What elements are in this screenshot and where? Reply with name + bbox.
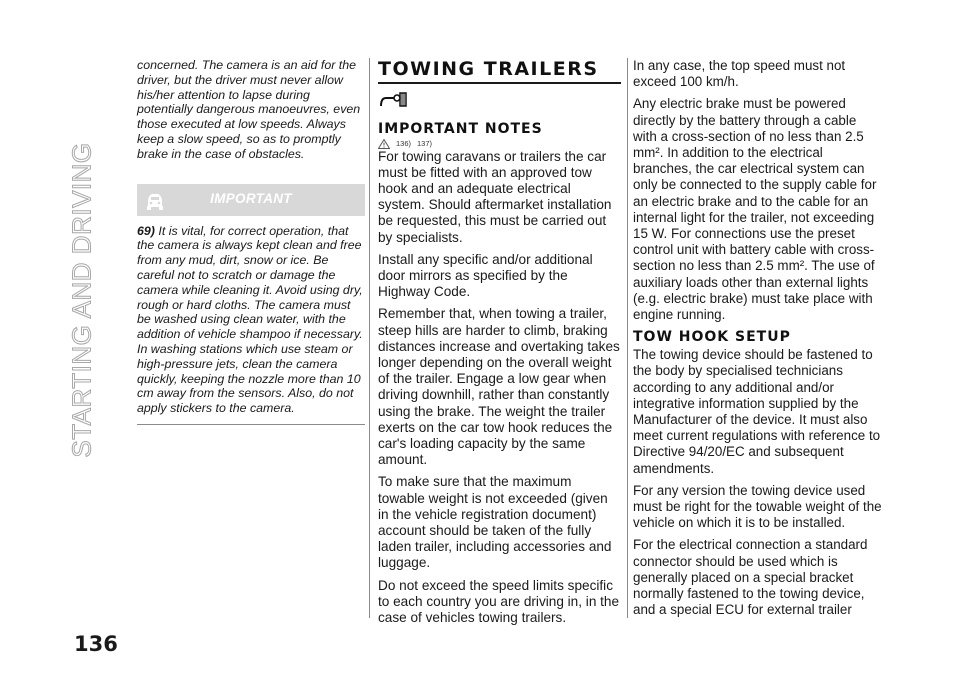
important-label: IMPORTANT (210, 190, 292, 206)
column-left (137, 58, 365, 425)
tow-hook-icon (378, 90, 408, 110)
page-number: 136 (74, 632, 118, 656)
subheading-tow-hook-setup: TOW HOOK SETUP (633, 329, 791, 346)
important-note (137, 224, 365, 416)
paragraph: For any version the towing device used must be right for the towable weight of the vehicle on which it is to be installed. (633, 482, 882, 531)
side-section-title: STARTING AND DRIVING (66, 142, 97, 458)
paragraph: Install any specific and/or additional door mirrors as specified by the Highway Code. (378, 251, 593, 300)
column-divider-left (369, 58, 370, 618)
intro-paragraph: concerned. The camera is an aid for the driver, but the driver must never allow his/her attention to lapse during potentially dangerous manoeuvres, even those executed at low speeds. Always keep a slow speed, so as to promptly brake in the case of obstacles. (137, 58, 361, 161)
paragraph: For the electrical connection a standard connector should be used which is generally placed on a special bracket normally fastened to the towing device, and a special ECU for external trailer (633, 537, 868, 618)
paragraph: Do not exceed the speed limits specific to each country you are driving in, in the case of vehicles towing trailers. (378, 577, 620, 625)
note-text: It is vital, for correct operation, that the camera is always kept clean and free from any mud, dirt, snow or ice. Be careful not to scratch or damage the camera while cleaning it. Avoid using dry, rough or hard cloths. The camera must be washed using clean water, with the addition of vehicle shampoo if necessary. In washing stations which use steam or high-pressure jets, clean the camera quickly, keeping the nozzle more than 10 cm away from the sensors. Also, do not apply stickers to the camera. (137, 223, 363, 416)
note-end-rule (137, 424, 365, 425)
paragraph: Any electric brake must be powered directly by the battery through a cable with a cross-section of no less than 2.5 mm². In addition to the electrical branches, the car electrical system can only be connected to the supply cable for an electric brake and to the cable for an internal light for the trailer, not exceeding 15 W. For connections use the preset control unit with battery cable with cross-section no less than 2.5 mm². The use of auxiliary loads other than external lights (e.g. electric brake) must take place with engine running. (633, 96, 877, 323)
paragraph: In any case, the top speed must not exceed 100 km/h. (633, 58, 846, 90)
important-banner (137, 184, 365, 216)
note-number: 69) (137, 223, 155, 238)
column-middle (378, 58, 621, 632)
paragraph: For towing caravans or trailers the car must be fitted with an approved tow hook and an adequate electrical system. Should aftermarket installation be requested, this must be carried out by specialists. (378, 148, 612, 245)
column-right (633, 58, 883, 625)
title-rule (378, 82, 621, 84)
reference-137: 137) (417, 139, 433, 148)
section-title: TOWING TRAILERS (378, 58, 599, 80)
paragraph: The towing device should be fastened to the body by specialised technicians according to any additional and/or integrative information supplied by the Manufacturer of the device. It must also meet current regulations with reference to Directive 94/20/EC and subsequent amendments. (633, 347, 881, 476)
paragraph: To make sure that the maximum towable weight is not exceeded (given in the vehicle registration document) account should be taken of the fully laden trailer, including accessories and luggage. (378, 474, 612, 571)
column-divider-right (627, 58, 628, 618)
warning-triangle-icon (378, 139, 390, 149)
reference-136: 136) (396, 139, 412, 148)
subheading-important-notes: IMPORTANT NOTES (378, 120, 543, 137)
paragraph: Remember that, when towing a trailer, steep hills are harder to climb, braking distances increase and overtaking takes longer depending on the overall weight of the trailer. Engage a low gear when driving downhill, rather than constantly using the brake. The weight the trailer exerts on the car tow hook reduces the car's loading capacity by the same amount. (378, 306, 620, 468)
warning-references (378, 139, 621, 149)
